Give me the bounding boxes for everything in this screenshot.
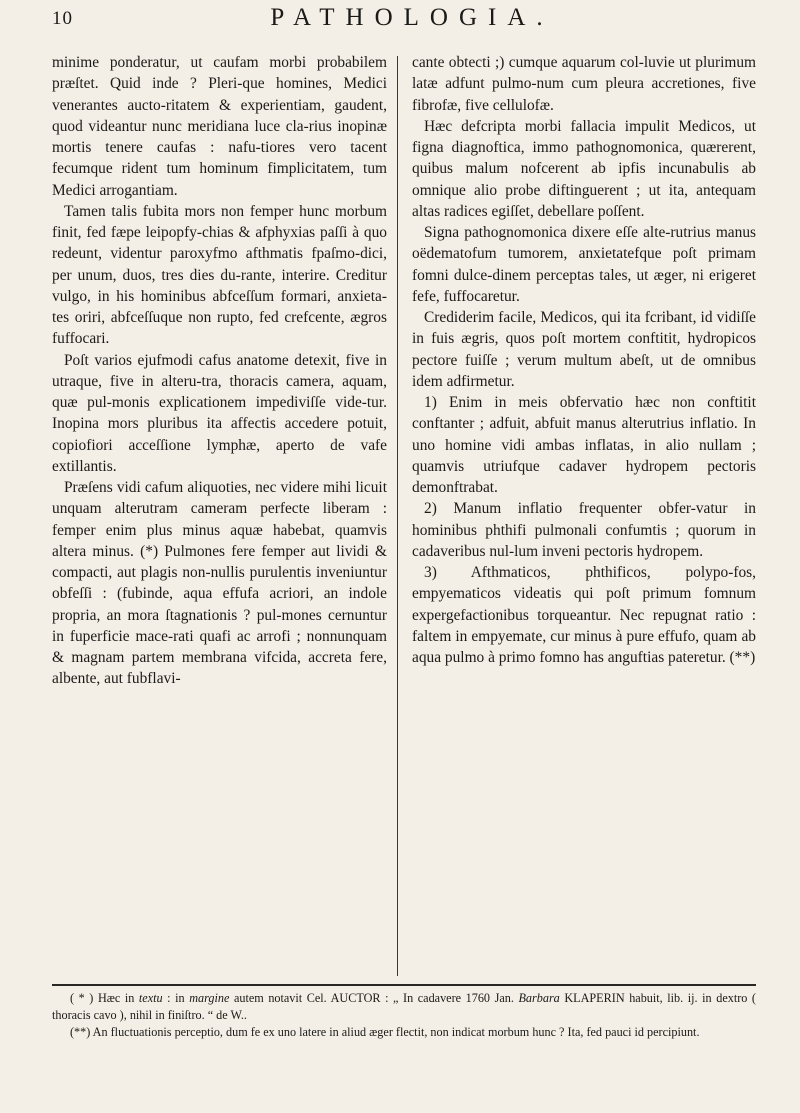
left-column <box>52 52 387 690</box>
running-title: PATHOLOGIA. <box>270 4 554 31</box>
paragraph: cante obtecti ;) cumque aquarum col-luvie ut plurimum latæ adfunt pulmo-num cum pleura accretiones, five fibrofæ, five cellulofæ. <box>412 54 756 114</box>
paragraph: minime ponderatur, ut caufam morbi probabilem præſtet. Quid inde ? Pleri-que homines, Medici venerantes aucto-ritatem & experientiam, gaudent, quod videantur nunc meridiana luce cla-rius inopinæ mortis tenere caufas : nafu-tiores vero tacent fecumque rident tum hominum fimplicitatem, tum Medici arrogantiam. <box>52 54 387 199</box>
footnotes <box>52 990 756 1041</box>
page-number: 10 <box>52 8 73 29</box>
column-divider <box>397 56 398 976</box>
footnote-2: (**) An fluctuationis perceptio, dum fe ex uno latere in aliud æger flectit, non indicat morbum hunc ? Ita, fed pauci id percipiunt. <box>70 1025 700 1039</box>
paragraph: Tamen talis fubita mors non femper hunc morbum finit, fed fæpe leipopfy-chias & afphyxias paſſi à quo redeunt, videntur paroxyfmo afthmatis fpaſmo-dici, per unum, duos, tres dies du-rante, interire. Creditur vulgo, in his hominibus abfceſſum formari, anxieta-tes oriri, abfceſſuque non rupto, fed crefcente, ægros fuffocari. <box>52 202 387 348</box>
paragraph: Præſens vidi cafum aliquoties, nec videre mihi licuit unquam alterutram cameram perfecte liberam : femper enim plus minus aquæ habebat, quamvis altera minus. (*) Pulmones fere femper aut lividi & compacti, aut plagis non-nullis purulentis inveniuntur obfeſſi : (fubinde, aqua effufa acriori, an indole propria, an mora ſtagnationis ? pul-mones cernuntur in fuperficie mace-rati quafi ac arrofi ; nonnunquam & magnam partem membrana vifcida, accreta fere, albente, aut fubflavi- <box>52 479 387 688</box>
paragraph: 1) Enim in meis obfervatio hæc non conftitit conftanter ; adfuit, abfuit manus alterutrius inflatio. In uno homine vidi ambas inflatas, in alio nullam ; quamvis utriufque cadaver hydropem pectoris demonftrabat. <box>412 394 756 496</box>
paragraph: 3) Afthmaticos, phthificos, polypo-fos, empyematicos videatis qui poſt primum fomnum expergefactionibus torqueantur. Nec repugnat ratio : faltem in empyemate, cur minus à pure effufo, quam ab aqua pulmo à primo fomno has anguftias pateretur. (**) <box>412 564 756 666</box>
paragraph: 2) Manum inflatio frequenter obfer-vatur in hominibus phthifi pulmonali confumtis ; quorum in cadaveribus nul-lum inveni pectoris hydropem. <box>412 500 756 560</box>
paragraph: Signa pathognomonica dixere eſſe alte-rutrius manus oëdematofum tumorem, anxietatefque poſt primam fomni dulce-dinem perceptas tales, ut æger, ni erigeret fefe, fuffocaretur. <box>412 224 756 305</box>
page-header <box>52 4 772 38</box>
paragraph: Hæc defcripta morbi fallacia impulit Medicos, ut figna diagnoftica, immo pathognomonica, quærerent, quibus malum nofcerent ab ipfis incunabulis ab omnique alio probe diftinguerent ; ut ita, antequam altas radices egiſſet, debellare poſſent. <box>412 117 756 220</box>
right-column <box>412 52 756 668</box>
footnote-1: ( * ) Hæc in textu : in margine autem notavit Cel. AUCTOR : „ In cadavere 1760 Jan. Barbara KLAPERIN habuit, lib. ij. in dextro ( thoracis cavo ), nihil in finiſtro. “ de W.. <box>52 991 756 1022</box>
footnote-divider <box>52 984 756 986</box>
paragraph: Poſt varios ejufmodi cafus anatome detexit, five in utraque, five in alteru-tra, thoracis camera, aquam, quæ pul-monis explicationem impediviſſe vide-tur. Inopina mors pluribus ita affectis accedere potuit, copiofiori acceſſione lymphæ, aperto de vafe extillantis. <box>52 351 387 475</box>
paragraph: Crediderim facile, Medicos, qui ita fcribant, id vidiſſe in fuis ægris, quos poſt mortem conftitit, hydropicos pectore fuiſſe ; verum multum abeſt, ut de omnibus idem adfirmetur. <box>412 309 756 390</box>
